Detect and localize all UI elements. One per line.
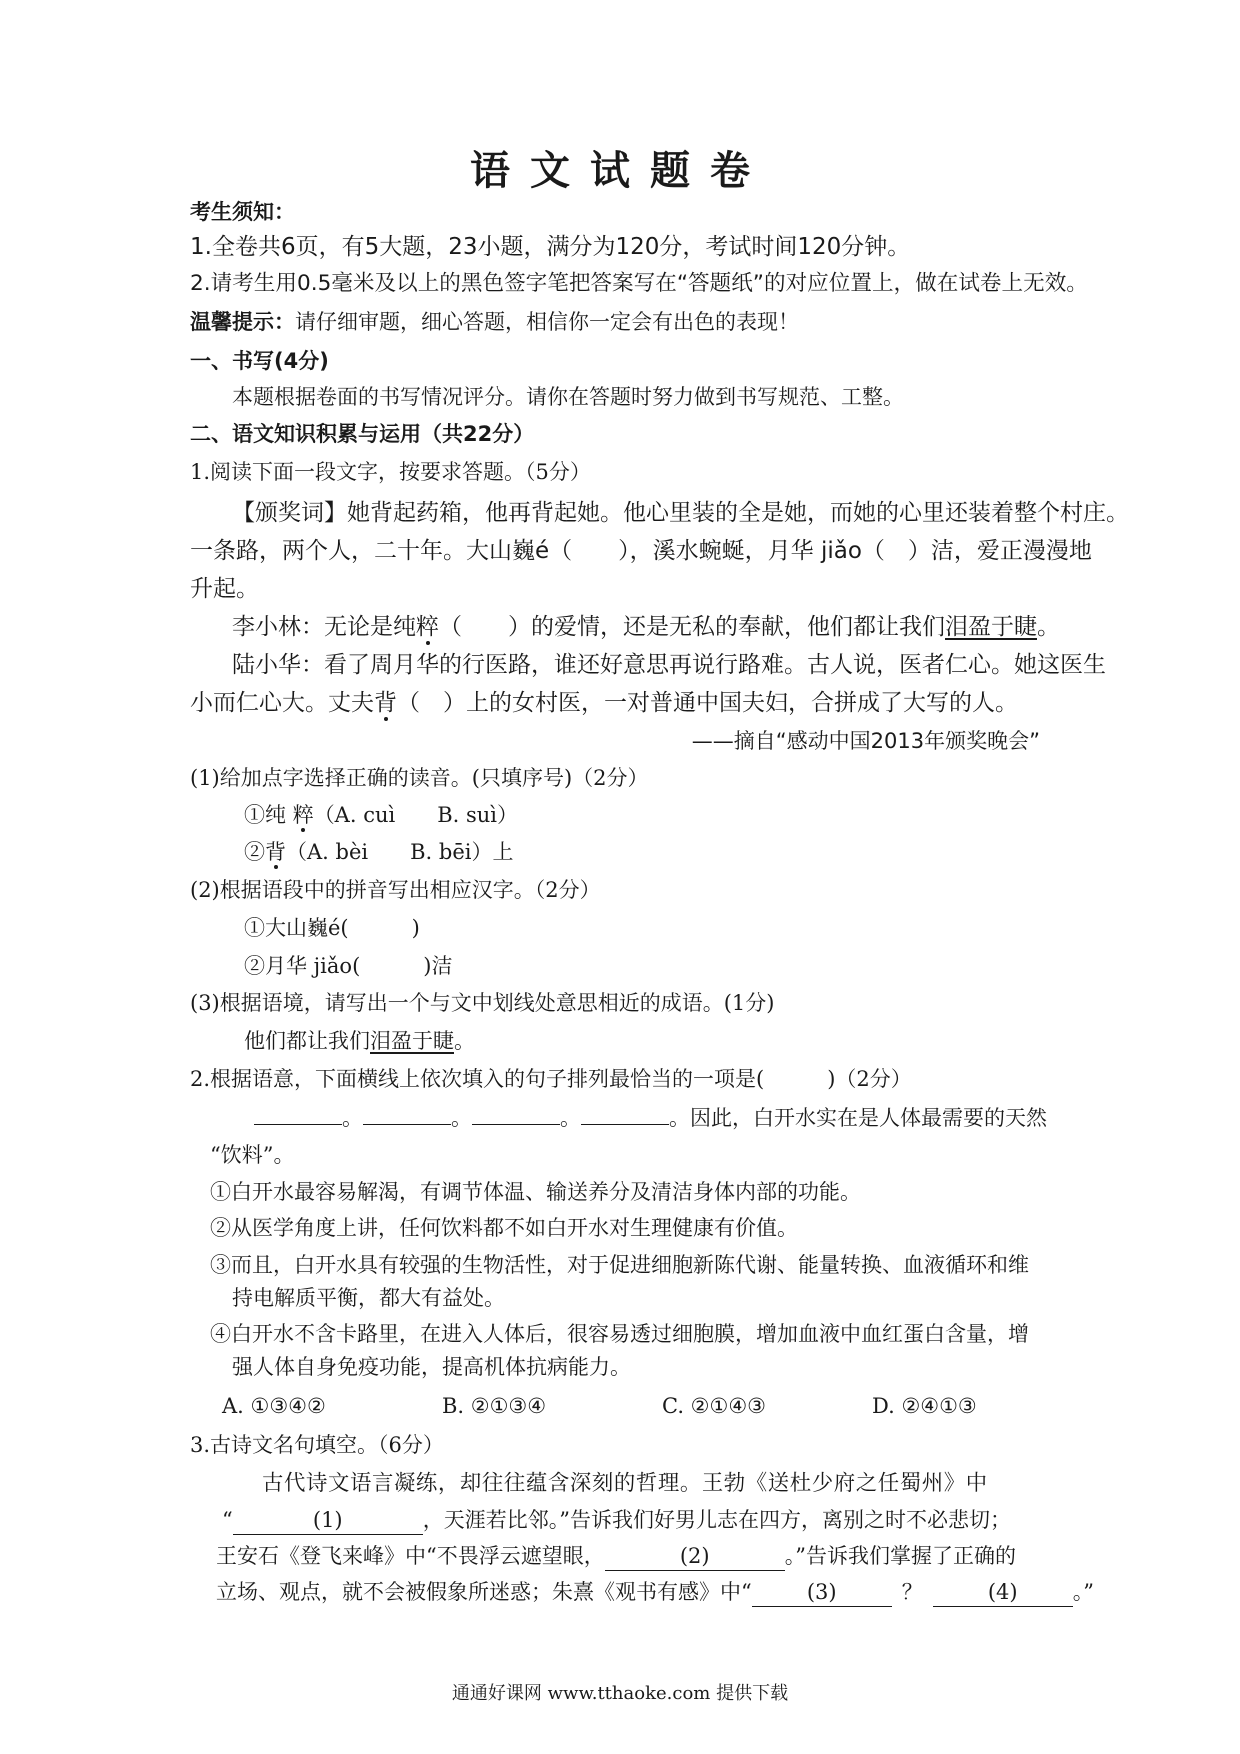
lu-prefix: 小而仁心大。丈夫 (190, 690, 374, 716)
tip-line (190, 307, 799, 337)
q2-sentence-1: ①白开水最容易解渴，有调节体温、输送养分及清洁身体内部的功能。 (210, 1180, 861, 1204)
li-mid: （ ）的爱情，还是无私的奉献，他们都让我们 (439, 614, 945, 640)
page-footer: 通通好课网 www.tthaoke.com 提供下载 (451, 1683, 789, 1704)
lu-suffix: （ ）上的女村医，一对普通中国夫妇，合拼成了大写的人。 (397, 690, 1018, 716)
q3-blank-3: (3) (752, 1578, 892, 1607)
q2-line-2: “饮料”。 (210, 1143, 295, 1167)
section-2-heading: 二、语文知识积累与运用（共22分） (190, 422, 535, 446)
q1-stem: 1.阅读下面一段文字，按要求答题。（5分） (190, 460, 591, 484)
dotted-char-cui: 粹 (416, 614, 439, 640)
q3-blank-4: (4) (933, 1578, 1073, 1607)
q2-option-d: D. ②④①③ (872, 1394, 977, 1418)
q1-passage-lu-line-1: 陆小华：看了周月华的行医路，谁还好意思再说行路难。古人说，医者仁心。她这医生 (232, 652, 1106, 678)
sub1-b-opts: （A. bèi B. bēi）上 (286, 840, 514, 864)
q3-line-3 (216, 1541, 1016, 1571)
q2-sentence-4-line-1: ④白开水不含卡路里，在进入人体后，很容易透过细胞膜，增加血液中血红蛋白含量，增 (210, 1322, 1029, 1346)
q1-sub3-stem: (3)根据语境，请写出一个与文中划线处意思相近的成语。(1分) (190, 991, 775, 1015)
page-title: 语文试题卷 (470, 148, 770, 194)
q2-sentence-2: ②从医学角度上讲，任何饮料都不如白开水对生理健康有价值。 (210, 1216, 798, 1240)
dotted-char-bei: 背 (374, 690, 397, 716)
notice-item-2: 2.请考生用0.5毫米及以上的黑色签字笔把答案写在“答题纸”的对应位置上，做在试卷上无效。 (190, 271, 1088, 296)
q2-stem: 2.根据语意，下面横线上依次填入的句子排列最恰当的一项是( )（2分） (190, 1067, 912, 1091)
q1-sub2-b: ②月华 jiǎo( )洁 (244, 954, 453, 978)
q3-line-3-suffix: 。”告诉我们掌握了正确的 (784, 1544, 1016, 1568)
section-1-body: 本题根据卷面的书写情况评分。请你在答题时努力做到书写规范、工整。 (232, 385, 904, 409)
q1-passage-li (232, 611, 1060, 643)
sub1-b-prefix: ② (244, 840, 265, 864)
tip-text: 请仔细审题，细心答题，相信你一定会有出色的表现！ (295, 310, 799, 334)
q3-blank-2: (2) (605, 1542, 785, 1571)
q1-passage-line-3: 升起。 (190, 576, 259, 602)
section-1-heading: 一、书写(4分) (190, 349, 329, 373)
q2-blank-1 (254, 1102, 342, 1125)
q2-line-tail: 。因此，白开水实在是人体最需要的天然 (669, 1106, 1047, 1130)
q1-sub1-option-b (244, 837, 513, 867)
q1-source: ——摘自“感动中国2013年颁奖晚会” (691, 729, 1040, 753)
q2-sentence-3-line-2: 持电解质平衡，都大有益处。 (232, 1286, 505, 1310)
sub1-a-prefix: ①纯 (244, 803, 293, 827)
q3-blank-1: (1) (233, 1506, 423, 1535)
q3-line-4-prefix: 立场、观点，就不会被假象所迷惑；朱熹《观书有感》中“ (216, 1580, 752, 1604)
q1-sub1-option-a (244, 800, 518, 830)
q1-passage-lu-line-2 (190, 687, 1018, 719)
q3-line-4-mid: ？ (901, 1580, 923, 1604)
tip-label: 温馨提示： (190, 310, 295, 334)
sub1-a-dot-char: 粹 (292, 803, 314, 827)
q3-stem: 3.古诗文名句填空。（6分） (190, 1433, 444, 1457)
sub1-a-opts: （A. cuì B. suì） (313, 803, 519, 827)
q3-line-3-prefix: 王安石《登飞来峰》中“不畏浮云遮望眼， (216, 1544, 605, 1568)
sub3-suffix: 。 (454, 1029, 475, 1053)
q3-open-quote: “ (222, 1508, 233, 1532)
q2-option-c: C. ②①④③ (662, 1394, 766, 1418)
q1-sub2-stem: (2)根据语段中的拼音写出相应汉字。（2分） (190, 878, 601, 902)
q3-line-4 (216, 1577, 1094, 1607)
q2-blank-3 (472, 1102, 560, 1125)
q3-line-1: 古代诗文语言凝练，却往往蕴含深刻的哲理。王勃《送杜少府之任蜀州》中 (262, 1471, 988, 1496)
q3-line-2 (222, 1505, 1011, 1535)
li-suffix: 。 (1037, 614, 1060, 640)
sub3-prefix: 他们都让我们 (244, 1029, 370, 1053)
q1-sub3-line (244, 1026, 475, 1056)
q1-passage-line-1: 【颁奖词】她背起药箱，他再背起她。他心里装的全是她，而她的心里还装着整个村庄。 (232, 500, 1129, 526)
li-prefix: 李小林：无论是纯 (232, 614, 416, 640)
q2-blank-4 (581, 1102, 669, 1125)
q1-sub2-a: ①大山巍é( ) (244, 916, 420, 940)
q2-blank-line: 。 。 。 。因此，白开水实在是人体最需要的天然 (254, 1102, 1047, 1133)
q3-line-4-suffix: 。” (1072, 1580, 1094, 1604)
q2-sentence-4-line-2: 强人体自身免疫功能，提高机体抗病能力。 (232, 1355, 631, 1379)
underlined-phrase: 泪盈于睫 (945, 614, 1037, 640)
q2-option-a: A. ①③④② (222, 1394, 326, 1418)
sub3-underlined: 泪盈于睫 (370, 1029, 454, 1053)
q2-sentence-3-line-1: ③而且，白开水具有较强的生物活性，对于促进细胞新陈代谢、能量转换、血液循环和维 (210, 1253, 1029, 1277)
sub1-b-dot-char: 背 (265, 840, 286, 864)
q2-option-b: B. ②①③④ (442, 1394, 547, 1418)
q1-sub1-stem: (1)给加点字选择正确的读音。(只填序号)（2分） (190, 766, 649, 790)
q3-line-2-rest: ，天涯若比邻。”告诉我们好男儿志在四方，离别之时不必悲切； (422, 1508, 1011, 1532)
q2-blank-2 (363, 1102, 451, 1125)
notice-item-1: 1.全卷共6页，有5大题，23小题，满分为120分，考试时间120分钟。 (190, 234, 911, 260)
q1-passage-line-2: 一条路，两个人，二十年。大山巍é（ ），溪水蜿蜒，月华 jiǎo（ ）洁，爱正漫漫地 (190, 538, 1092, 564)
notice-heading: 考生须知： (190, 200, 295, 224)
